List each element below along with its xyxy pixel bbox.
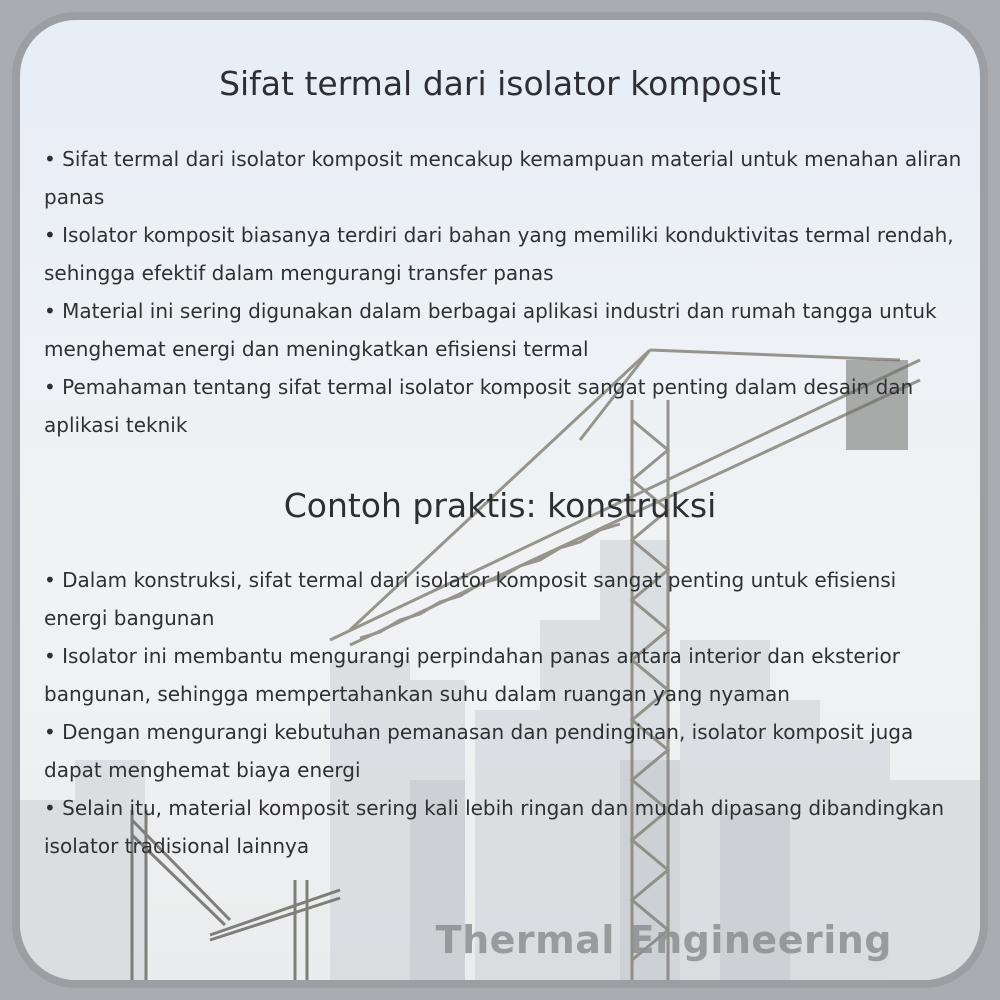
slide-content bbox=[20, 20, 980, 980]
list-item: • Pemahaman tentang sifat termal isolator komposit sangat penting dalam desain dan aplikasi teknik bbox=[44, 375, 914, 437]
construction-bullet-list bbox=[44, 561, 964, 865]
list-item: • Selain itu, material komposit sering kali lebih ringan dan mudah dipasang dibandingkan isolator tradisional lainnya bbox=[44, 796, 945, 858]
content-card bbox=[12, 12, 988, 988]
list-item: • Isolator ini membantu mengurangi perpindahan panas antara interior dan eksterior bangunan, sehingga mempertahankan suhu dalam ruangan yang nyaman bbox=[44, 644, 900, 706]
list-item: • Isolator komposit biasanya terdiri dari bahan yang memiliki konduktivitas termal rendah, sehingga efektif dalam mengurangi transfer panas bbox=[44, 223, 954, 285]
list-item: • Dalam konstruksi, sifat termal dari isolator komposit sangat penting untuk efisiensi energi bangunan bbox=[44, 568, 897, 630]
watermark-logo: Thermal Engineering bbox=[435, 918, 892, 962]
section-heading: Contoh praktis: konstruksi bbox=[283, 486, 717, 525]
properties-bullet-list bbox=[44, 140, 964, 444]
page-title: Sifat termal dari isolator komposit bbox=[219, 64, 781, 103]
list-item: • Sifat termal dari isolator komposit mencakup kemampuan material untuk menahan aliran panas bbox=[44, 147, 962, 209]
list-item: • Material ini sering digunakan dalam berbagai aplikasi industri dan rumah tangga untuk menghemat energi dan meningkatkan efisiensi termal bbox=[44, 299, 937, 361]
list-item: • Dengan mengurangi kebutuhan pemanasan dan pendinginan, isolator komposit juga dapat menghemat biaya energi bbox=[44, 720, 914, 782]
